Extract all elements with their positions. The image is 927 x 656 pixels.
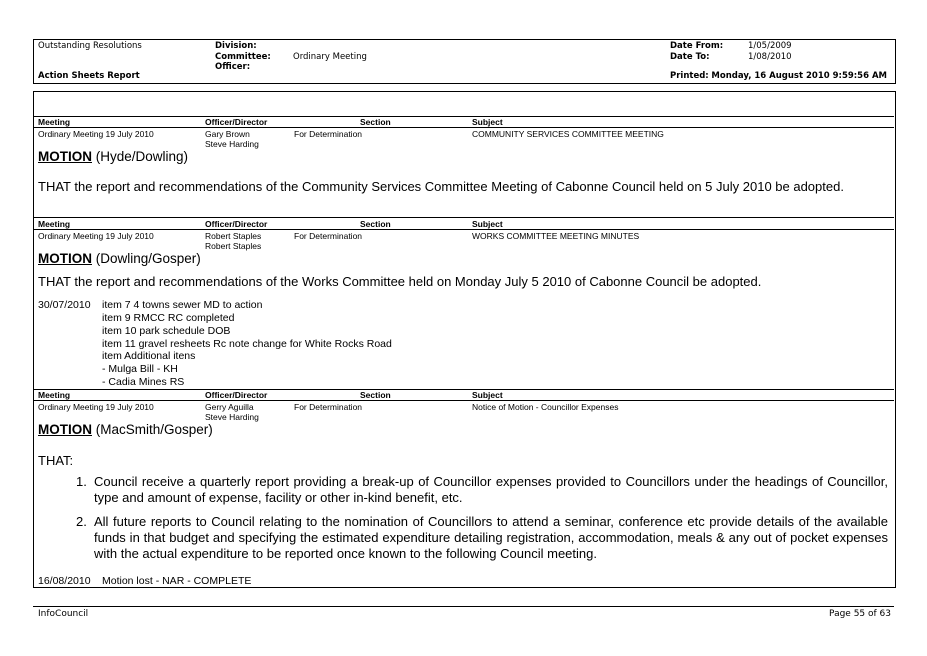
committee-value: Ordinary Meeting xyxy=(293,52,367,62)
divider xyxy=(33,116,894,117)
item-section: For Determination xyxy=(294,231,363,241)
action-note-line: Motion lost - NAR - COMPLETE xyxy=(102,575,252,587)
col-header-officer: Officer/Director xyxy=(205,390,268,400)
list-item xyxy=(76,514,888,562)
report-type: Action Sheets Report xyxy=(38,71,140,81)
footer-rule xyxy=(33,606,894,607)
item-officer: Steve Harding xyxy=(205,139,259,149)
item-section: For Determination xyxy=(294,129,363,139)
item-meeting: Ordinary Meeting 19 July 2010 xyxy=(38,402,154,412)
resolution-text: THAT the report and recommendations of the Community Services Committee Meeting of Cabonne Council held on 5 July 2010 be adopted. xyxy=(38,179,844,194)
col-header-subject: Subject xyxy=(472,117,503,127)
action-note-line: item 7 4 towns sewer MD to action xyxy=(102,299,263,311)
item-officer: Gerry Aguilla xyxy=(205,402,254,412)
motion-movers: (Hyde/Dowling) xyxy=(95,149,189,164)
date-to-label: Date To: xyxy=(670,52,710,62)
divider xyxy=(33,389,894,390)
action-note-date: 16/08/2010 xyxy=(38,575,91,587)
col-header-section: Section xyxy=(360,117,391,127)
motion-movers: (MacSmith/Gosper) xyxy=(95,422,213,437)
col-header-subject: Subject xyxy=(472,219,503,229)
list-text: All future reports to Council relating to the nomination of Councillors to attend a seminar, conference etc provide details of the available funds in that budget and specifying the estimated expenditure detailing registration, accommodation, meals & any out of pocket expenses with the actual expenditure to be reported once known to the following Council meeting. xyxy=(94,514,888,561)
divider xyxy=(33,400,894,401)
item-officer: Gary Brown xyxy=(205,129,250,139)
divider xyxy=(33,229,894,230)
list-item xyxy=(76,474,888,506)
list-number: 2. xyxy=(76,514,87,529)
that-label: THAT: xyxy=(38,453,74,468)
date-from-label: Date From: xyxy=(670,41,724,51)
col-header-meeting: Meeting xyxy=(38,117,71,127)
item-officer: Steve Harding xyxy=(205,412,259,422)
motion-label: MOTION xyxy=(38,251,92,266)
motion-label: MOTION xyxy=(38,149,92,164)
motion-label: MOTION xyxy=(38,422,92,437)
list-text: Council receive a quarterly report providing a break-up of Councillor expenses provided to Councillors under the headings of Councillor, type and amount of expense, facility or other in-kind benefit, etc. xyxy=(94,474,888,505)
divider xyxy=(33,217,894,218)
footer-app: InfoCouncil xyxy=(38,609,89,619)
item-subject: COMMUNITY SERVICES COMMITTEE MEETING xyxy=(472,129,664,139)
printed-line xyxy=(670,71,887,82)
item-meeting: Ordinary Meeting 19 July 2010 xyxy=(38,129,154,139)
printed-label: Printed: xyxy=(670,71,709,81)
resolution-list xyxy=(76,474,888,562)
motion-heading xyxy=(38,422,213,438)
action-note-line: item Additional itens xyxy=(102,350,196,362)
resolution-text: THAT the report and recommendations of the Works Committee held on Monday July 5 2010 of Cabonne Council be adopted. xyxy=(38,274,762,289)
col-header-officer: Officer/Director xyxy=(205,117,268,127)
col-header-officer: Officer/Director xyxy=(205,219,268,229)
col-header-meeting: Meeting xyxy=(38,219,71,229)
action-note-line: item 9 RMCC RC completed xyxy=(102,312,235,324)
item-officer: Robert Staples xyxy=(205,231,262,241)
action-note-line: - Cadia Mines RS xyxy=(102,376,185,388)
action-note-line: - Mulga Bill - KH xyxy=(102,363,178,375)
date-from-value: 1/05/2009 xyxy=(748,41,792,51)
action-note-date: 30/07/2010 xyxy=(38,299,91,311)
col-header-section: Section xyxy=(360,219,391,229)
officer-label: Officer: xyxy=(215,62,251,72)
committee-label: Committee: xyxy=(215,52,271,62)
action-note-line: item 10 park schedule DOB xyxy=(102,325,231,337)
item-officer: Robert Staples xyxy=(205,241,262,251)
col-header-section: Section xyxy=(360,390,391,400)
list-number: 1. xyxy=(76,474,87,489)
report-name: Outstanding Resolutions xyxy=(38,41,142,51)
motion-movers: (Dowling/Gosper) xyxy=(95,251,201,266)
item-subject: Notice of Motion - Councillor Expenses xyxy=(472,402,619,412)
motion-heading xyxy=(38,149,188,165)
date-to-value: 1/08/2010 xyxy=(748,52,792,62)
action-note-line: item 11 gravel resheets Rc note change for White Rocks Road xyxy=(102,338,392,350)
printed-value: Monday, 16 August 2010 9:59:56 AM xyxy=(711,71,888,81)
col-header-subject: Subject xyxy=(472,390,503,400)
divider xyxy=(33,127,894,128)
division-label: Division: xyxy=(215,41,257,51)
col-header-meeting: Meeting xyxy=(38,390,71,400)
footer-page: Page 55 of 63 xyxy=(829,609,891,619)
item-subject: WORKS COMMITTEE MEETING MINUTES xyxy=(472,231,640,241)
item-section: For Determination xyxy=(294,402,363,412)
motion-heading xyxy=(38,251,201,267)
item-meeting: Ordinary Meeting 19 July 2010 xyxy=(38,231,154,241)
